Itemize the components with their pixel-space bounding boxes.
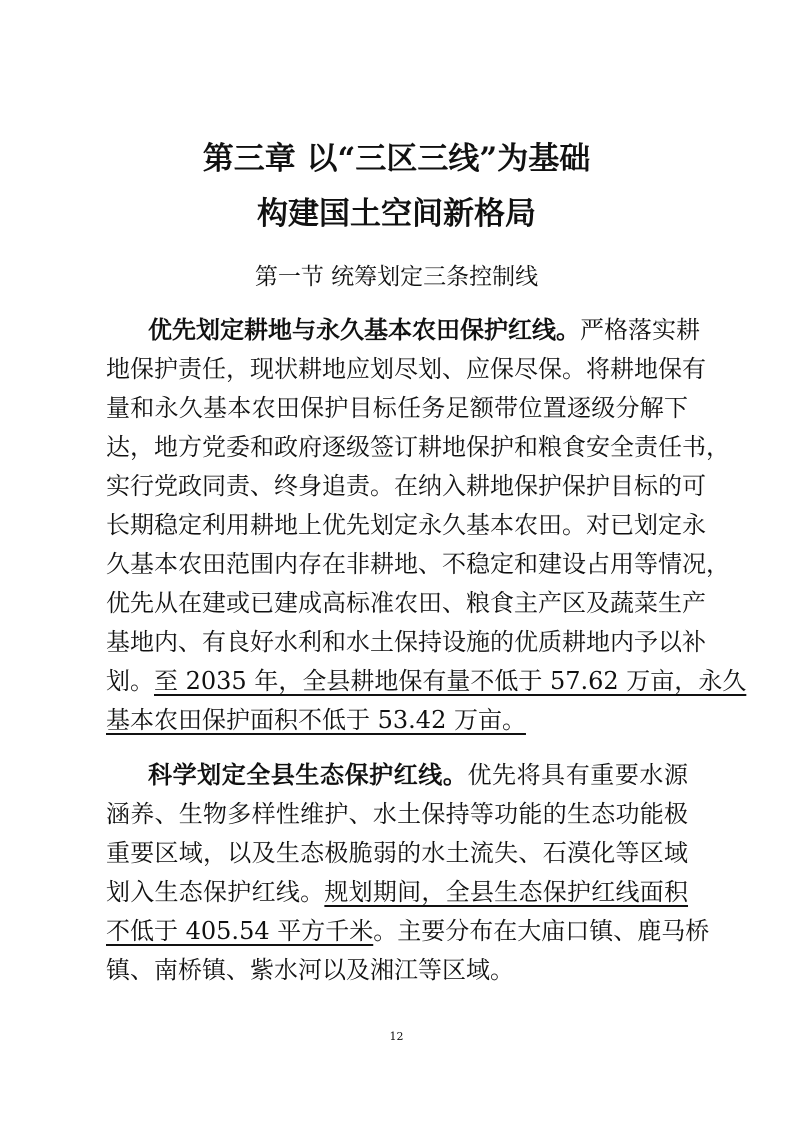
text-line [106, 836, 688, 875]
text-line [106, 875, 688, 914]
body-text: 实行党政同责、终身追责。在纳入耕地保护保护目标的可 [106, 472, 706, 500]
body-text: 达，地方党委和政府逐级签订耕地保护和粮食安全责任书， [106, 433, 730, 461]
body-text: 划。 [106, 667, 154, 695]
body-text: 涵养、生物多样性维护、水土保持等功能的生态功能极 [106, 800, 688, 828]
chapter-title-line-2: 构建国土空间新格局 [257, 196, 536, 232]
text-line [106, 664, 747, 703]
body-text: 量和永久基本农田保护目标任务足额带位置逐级分解下 [106, 394, 688, 422]
body-text: 优先从在建或已建成高标准农田、粮食主产区及蔬菜生产 [106, 589, 706, 617]
text-line [106, 469, 706, 508]
paragraph-farmland [106, 313, 747, 742]
text-line [106, 758, 688, 797]
body-text: 。主要分布在大庙口镇、鹿马桥 [373, 917, 710, 945]
underlined-target-text: 基本农田保护面积不低于 53.42 万亩。 [106, 706, 526, 734]
body-text: 重要区域，以及生态极脆弱的水土流失、石漠化等区域 [106, 839, 688, 867]
paragraph-ecology [106, 758, 710, 992]
text-line [106, 430, 730, 469]
text-line [106, 625, 706, 664]
underlined-target-text: 至 2035 年，全县耕地保有量不低于 57.62 万亩，永久 [154, 667, 747, 695]
body-text: 划入生态保护红线。 [106, 878, 325, 906]
text-line [106, 703, 688, 742]
text-line [106, 391, 688, 430]
body-text: 优先将具有重要水源 [467, 761, 689, 789]
page-number: 12 [389, 1030, 404, 1043]
underlined-target-text: 不低于 405.54 平方千米 [106, 917, 374, 945]
text-line [106, 586, 706, 625]
bold-lead-heading: 科学划定全县生态保护红线。 [148, 760, 468, 789]
text-line [106, 914, 710, 953]
text-line [106, 953, 688, 992]
text-line [106, 313, 700, 352]
chapter-title-line-1: 第三章 以“三区三线”为基础 [202, 141, 591, 177]
text-line [106, 797, 688, 836]
bold-lead-heading: 优先划定耕地与永久基本农田保护红线。 [148, 315, 580, 344]
text-line [106, 547, 730, 586]
text-line [106, 352, 706, 391]
body-text: 地保护责任，现状耕地应划尽划、应保尽保。将耕地保有 [106, 355, 706, 383]
text-line [106, 508, 706, 547]
body-text: 镇、南桥镇、紫水河以及湘江等区域。 [106, 956, 514, 984]
section-title: 第一节 统筹划定三条控制线 [254, 264, 539, 290]
body-text: 基地内、有良好水利和水土保持设施的优质耕地内予以补 [106, 628, 706, 656]
underlined-target-text: 规划期间，全县生态保护红线面积 [324, 878, 689, 906]
body-text: 久基本农田范围内存在非耕地、不稳定和建设占用等情况， [106, 550, 730, 578]
body-text: 长期稳定利用耕地上优先划定永久基本农田。对已划定永 [106, 511, 706, 539]
body-text: 严格落实耕 [580, 316, 700, 344]
